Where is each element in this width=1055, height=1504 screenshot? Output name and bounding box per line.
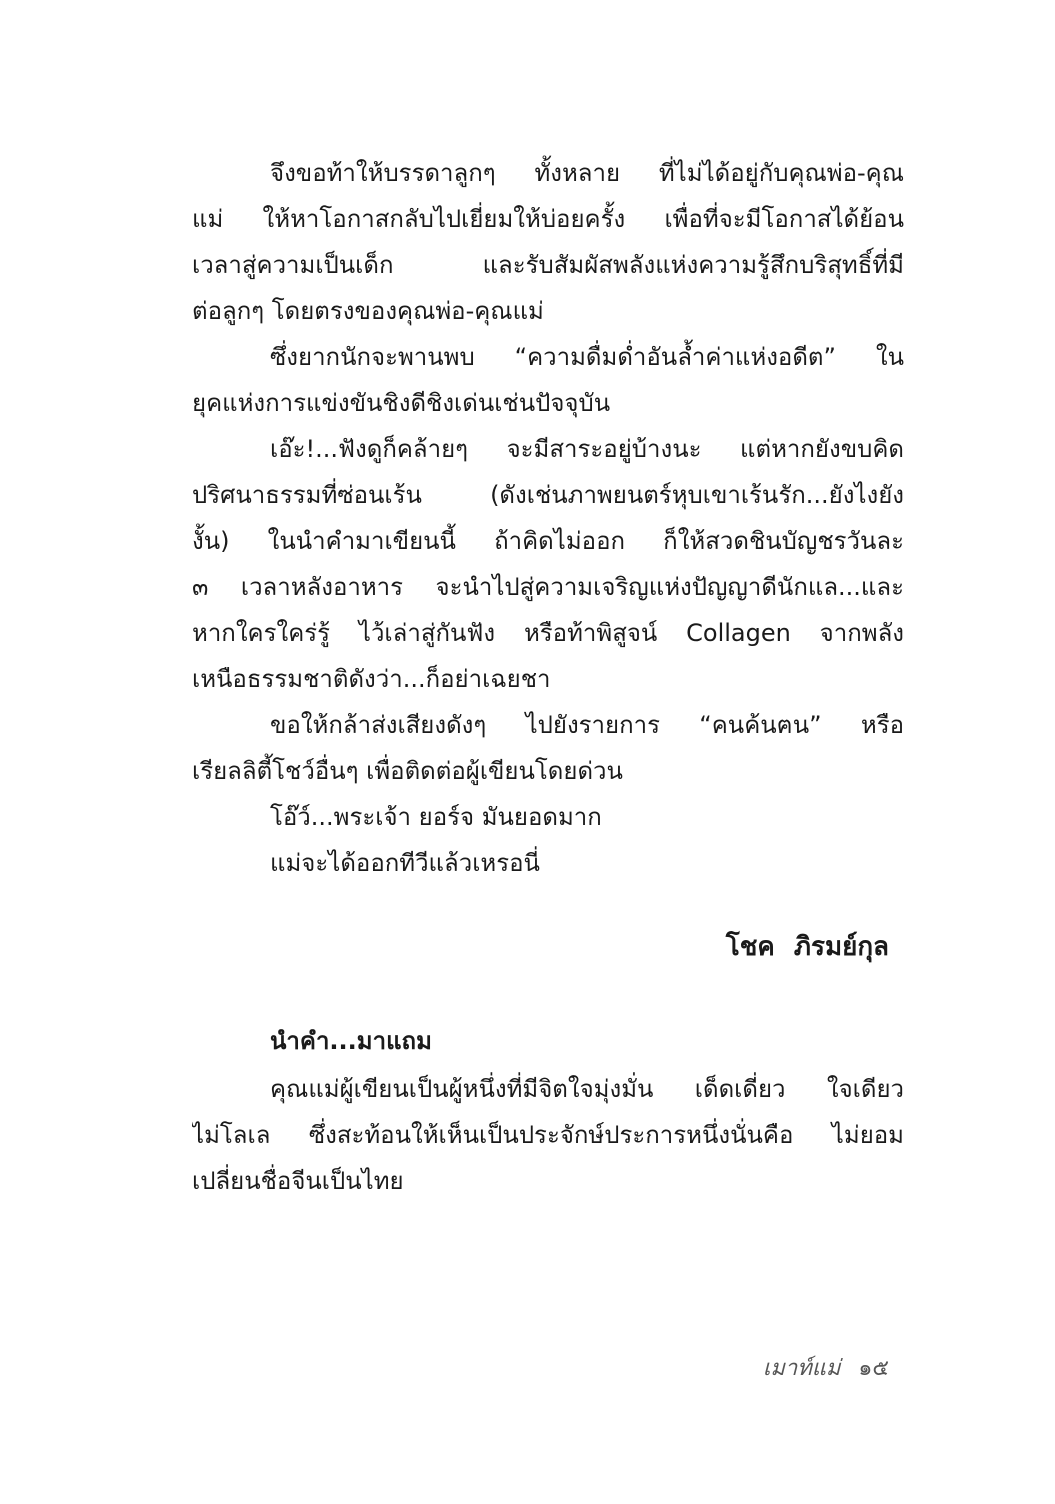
author-signature: โชค ภิรมย์กุล [725,932,889,962]
paragraph-3-line-6: เหนือธรรมชาติดังว่า...ก็อย่าเฉยชา [192,665,551,693]
section-line-3: เปลี่ยนชื่อจีนเป็นไทย [192,1167,404,1195]
paragraph-4-line-1: ขอให้กล้าส่งเสียงดังๆ ไปยังรายการ “คนค้นฅน” หรือ [270,711,904,739]
page-footer [763,1350,889,1385]
paragraph-1-line-3: เวลาสู่ความเป็นเด็ก และรับสัมผัสพลังแห่งความรู้สึกบริสุทธิ์ที่มี [192,251,904,279]
paragraph-3-line-1: เอ๊ะ!...ฟังดูก็คล้ายๆ จะมีสาระอยู่บ้างนะ แต่หากยังขบคิด [270,435,904,463]
section-line-1: คุณแม่ผู้เขียนเป็นผู้หนึ่งที่มีจิตใจมุ่งมั่น เด็ดเดี่ยว ใจเดียว [270,1075,904,1103]
paragraph-3-line-2: ปริศนาธรรมที่ซ่อนเร้น (ดังเช่นภาพยนตร์หุบเขาเร้นรัก...ยังไงยัง [192,481,904,509]
paragraph-1-line-1: จึงขอท้าให้บรรดาลูกๆ ทั้งหลาย ที่ไม่ได้อยู่กับคุณพ่อ-คุณ [270,159,904,187]
footer-book-title: เมาท์แม่ [762,1356,841,1381]
paragraph-5-line-1: โอ๊ว์...พระเจ้า ยอร์จ มันยอดมาก [270,803,602,831]
section-line-2: ไม่โลเล ซึ่งสะท้อนให้เห็นเป็นประจักษ์ประการหนึ่งนั่นคือ ไม่ยอม [192,1121,904,1149]
paragraph-6-line-1: แม่จะได้ออกทีวีแล้วเหรอนี่ [270,849,540,877]
paragraph-2-line-2: ยุคแห่งการแข่งขันชิงดีชิงเด่นเช่นปัจจุบัน [192,389,611,417]
paragraph-3-line-3: งั้น) ในนำคำมาเขียนนี้ ถ้าคิดไม่ออก ก็ให้สวดชินบัญชรวันละ [192,527,904,555]
body-text [192,150,904,886]
paragraph-2-line-1: ซึ่งยากนักจะพานพบ “ความดื่มด่ำอันล้ำค่าแห่งอดีต” ใน [270,343,904,371]
paragraph-3-line-5: หากใครใคร่รู้ ไว้เล่าสู่กันฟัง หรือท้าพิสูจน์ Collagen จากพลัง [192,619,904,647]
section-heading: นำคำ...มาแถม [270,1027,432,1055]
paragraph-3-line-4: ๓ เวลาหลังอาหาร จะนำไปสู่ความเจริญแห่งปัญญาดีนักแล...และ [192,573,904,601]
paragraph-1-line-2: แม่ ให้หาโอกาสกลับไปเยี่ยมให้บ่อยครั้ง เพื่อที่จะมีโอกาสได้ย้อน [192,205,904,233]
paragraph-4-line-2: เรียลลิตี้โชว์อื่นๆ เพื่อติดต่อผู้เขียนโดยด่วน [192,757,623,785]
paragraph-1-line-4: ต่อลูกๆ โดยตรงของคุณพ่อ-คุณแม่ [192,297,544,325]
section-text [192,1066,904,1204]
page-number: ๑๕ [858,1356,889,1381]
